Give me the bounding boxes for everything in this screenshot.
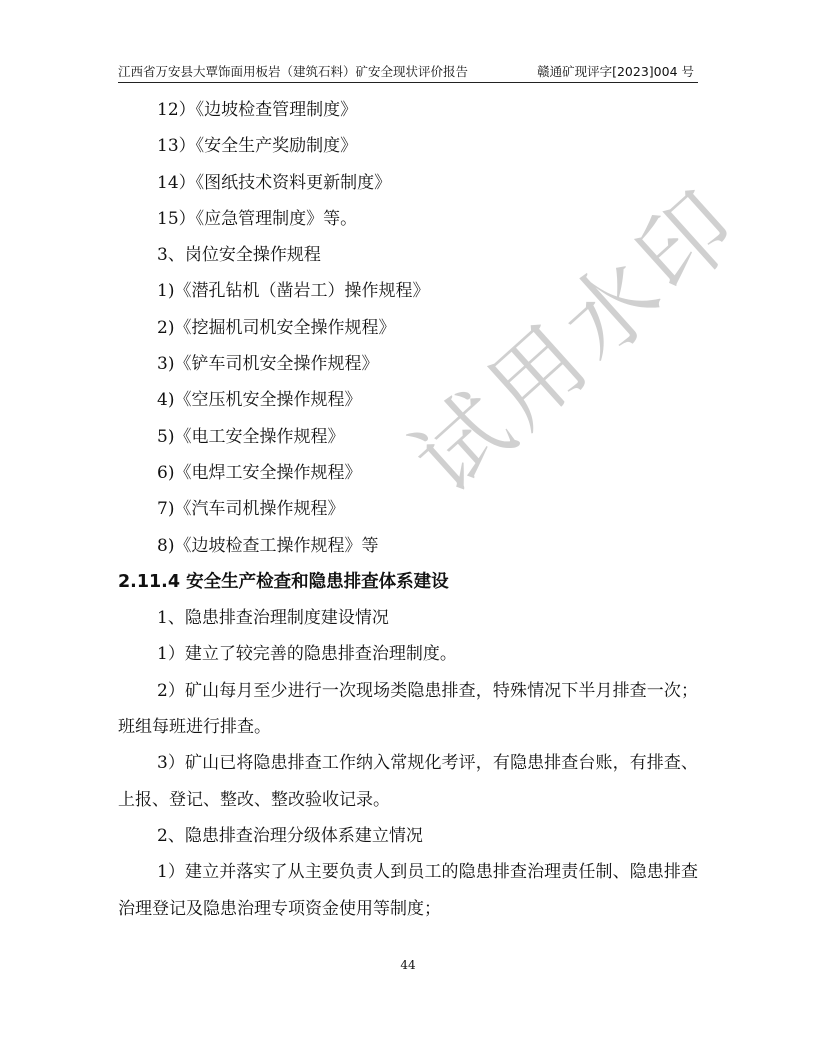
list-item: 5)《电工安全操作规程》 [157,426,345,447]
section-subtitle: 2、隐患排查治理分级体系建立情况 [157,825,423,846]
page-number: 44 [400,958,416,972]
list-item: 15）《应急管理制度》等。 [157,208,358,229]
paragraph: 3）矿山已将隐患排查工作纳入常规化考评，有隐患排查台账，有排查、上报、登记、整改、整改验收记录。 [118,753,698,810]
header-report-number: 赣通矿现评字[2023]004 号 [537,64,694,79]
section-subtitle: 1、隐患排查治理制度建设情况 [157,608,389,629]
page-header [118,60,698,83]
list-item: 13）《安全生产奖励制度》 [157,136,358,157]
paragraph: 2）矿山每月至少进行一次现场类隐患排查，特殊情况下半月排查一次；班组每班进行排查。 [118,680,698,738]
list-item: 8)《边坡检查工操作规程》等 [157,535,379,556]
paragraph: 1）建立了较完善的隐患排查治理制度。 [157,644,457,665]
list-item: 6)《电焊工安全操作规程》 [157,462,362,483]
paragraph: 1）建立并落实了从主要负责人到员工的隐患排查治理责任制、隐患排查治理登记及隐患治理专项资金使用等制度； [118,862,698,919]
header-report-title: 江西省万安县大覃饰面用板岩（建筑石料）矿安全现状评价报告 [118,64,469,79]
list-item: 1)《潜孔钻机（凿岩工）操作规程》 [157,281,430,302]
section-subtitle: 3、岗位安全操作规程 [157,245,321,266]
list-item: 14）《图纸技术资料更新制度》 [157,172,392,193]
list-item: 12）《边坡检查管理制度》 [157,100,358,120]
section-heading: 2.11.4 安全生产检查和隐患排查体系建设 [118,571,449,592]
list-item: 3)《铲车司机安全操作规程》 [157,354,379,375]
list-item: 2)《挖掘机司机安全操作规程》 [157,317,396,338]
trial-watermark: 试用水印 [393,167,763,515]
document-body [118,92,763,927]
list-item: 4)《空压机安全操作规程》 [157,390,362,411]
list-item: 7)《汽车司机操作规程》 [157,499,345,520]
